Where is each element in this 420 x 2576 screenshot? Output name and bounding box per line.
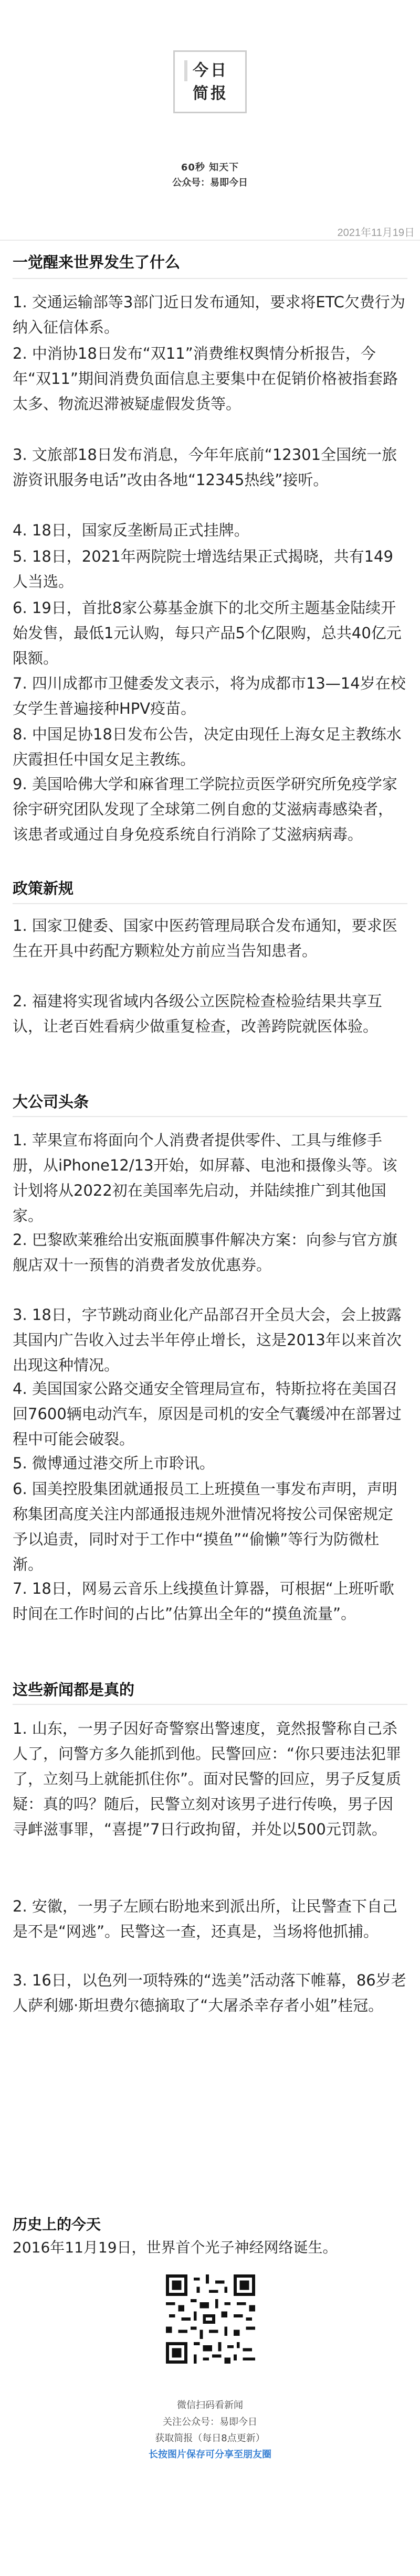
news-item: 2. 中消协18日发布“双11”消费维权舆情分析报告，今年“双11”期间消费负面信息主要集中在促销价格被指套路太多、物流迟滞被疑虚假发货等。 — [13, 345, 398, 413]
news-item: 1. 交通运输部等3部门近日发布通知，要求将ETC欠费行为纳入征信体系。 — [13, 293, 405, 336]
news-item: 8. 中国足协18日发布公告，决定由现任上海女足主教练水庆霞担任中国女足主教练。 — [13, 725, 402, 768]
qr-code-icon — [166, 2274, 255, 2364]
masthead-account: 公众号：易即今日 — [172, 177, 248, 188]
news-item: 2. 安徽，一男子左顾右盼地来到派出所，让民警查下自己是不是“网逃”。民警这一查，还真是，当场将他抓捕。 — [13, 1897, 397, 1940]
news-item: 7. 四川成都市卫健委发文表示，将为成都市13—14岁在校女学生普遍接种HPV疫苗。 — [13, 674, 406, 717]
history-text: 2016年11月19日，世界首个光子神经网络诞生。 — [13, 2239, 338, 2256]
section-divider — [13, 278, 407, 279]
news-item: 2. 巴黎欧莱雅给出安瓶面膜事件解决方案：向参与官方旗舰店双十一预售的消费者发放优惠券。 — [13, 1231, 397, 1274]
qr-code — [165, 2273, 256, 2365]
date-divider — [0, 240, 420, 241]
masthead-title-line2: 简报 — [193, 84, 228, 103]
news-item: 1. 山东，一男子因好奇警察出警速度，竟然报警称自己杀人了，问警方多久能抓到他。民警回应：“你只要违法犯罪了，立刻马上就能抓住你”。面对民警的回应，男子反复质疑：真的吗？随后，民警立刻对该男子进行传唤，男子因寻衅滋事罪，“喜提”7日行政拘留，并处以500元罚款。 — [13, 1720, 402, 1838]
news-item: 4. 美国国家公路交通安全管理局宣布，特斯拉将在美国召回7600辆电动汽车，原因是司机的安全气囊缓冲在部署过程中可能会破裂。 — [13, 1380, 402, 1448]
publish-date: 2021年11月19日 — [337, 227, 415, 239]
news-item: 7. 18日，网易云音乐上线摸鱼计算器，可根据“上班听歌时间在工作时间的占比”估算出全年的“摸鱼流量”。 — [13, 1580, 394, 1623]
masthead-title-line1: 今日 — [193, 61, 228, 80]
history-title: 历史上的今天 — [13, 2216, 101, 2233]
footer-follow-text: 关注公众号：易即今日 — [163, 2417, 257, 2428]
section-divider — [13, 1704, 407, 1705]
section-divider — [13, 903, 407, 904]
footer-update-text: 获取简报（每日8点更新） — [155, 2433, 265, 2444]
news-item: 4. 18日，国家反垄断局正式挂牌。 — [13, 521, 249, 539]
masthead-subtitle: 60秒 知天下 — [181, 162, 239, 173]
section-title-policy: 政策新规 — [13, 879, 74, 897]
masthead-accent-bar — [184, 60, 187, 81]
news-item: 1. 国家卫健委、国家中医药管理局联合发布通知，要求医生在开具中药配方颗粒处方前应当告知患者。 — [13, 917, 397, 960]
masthead-logo — [173, 50, 247, 113]
news-item: 3. 16日，以色列一项特殊的“选美”活动落下帷幕，86岁老人萨利娜·斯坦费尔德摘取了“大屠杀幸存者小姐”桂冠。 — [13, 1971, 406, 2014]
news-item: 3. 18日，字节跳动商业化产品部召开全员大会，会上披露其国内广告收入过去半年停止增长，这是2013年以来首次出现这种情况。 — [13, 1306, 402, 1374]
section-title-world: 一觉醒来世界发生了什么 — [13, 253, 181, 271]
section-title-companies: 大公司头条 — [13, 1093, 89, 1111]
news-item: 6. 19日，首批8家公募基金旗下的北交所主题基金陆续开始发售，最低1元认购，每只产品5个亿限购，总共40亿元限额。 — [13, 599, 402, 667]
news-item: 9. 美国哈佛大学和麻省理工学院拉贡医学研究所免疫学家徐宇研究团队发现了全球第二例自愈的艾滋病毒感染者，该患者或通过自身免疫系统自行消除了艾滋病病毒。 — [13, 775, 397, 843]
news-item: 5. 18日，2021年两院院士增选结果正式揭晓，共有149人当选。 — [13, 548, 393, 591]
section-title-true-news: 这些新闻都是真的 — [13, 1681, 135, 1699]
section-divider — [13, 1116, 407, 1117]
news-item: 6. 国美控股集团就通报员工上班摸鱼一事发布声明，声明称集团高度关注内部通报违规外泄情况将按公司保密规定予以追责，同时对于工作中“摸鱼”“偷懒”等行为防微杜渐。 — [13, 1480, 397, 1573]
footer-share-cta[interactable]: 长按图片保存可分享至朋友圈 — [149, 2449, 271, 2460]
footer-scan-text: 微信扫码看新闻 — [177, 2400, 243, 2411]
news-item: 1. 苹果宣布将面向个人消费者提供零件、工具与维修手册，从iPhone12/13开始，如屏幕、电池和摄像头等。该计划将从2022初在美国率先启动，并陆续推广到其他国家。 — [13, 1131, 397, 1225]
news-item: 3. 文旅部18日发布消息，今年年底前“12301全国统一旅游资讯服务电话”改由各地“12345热线”接听。 — [13, 446, 397, 489]
news-item: 5. 微博通过港交所上市聆讯。 — [13, 1454, 215, 1472]
news-item: 2. 福建将实现省域内各级公立医院检查检验结果共享互认，让老百姓看病少做重复检查，改善跨院就医体验。 — [13, 992, 382, 1035]
